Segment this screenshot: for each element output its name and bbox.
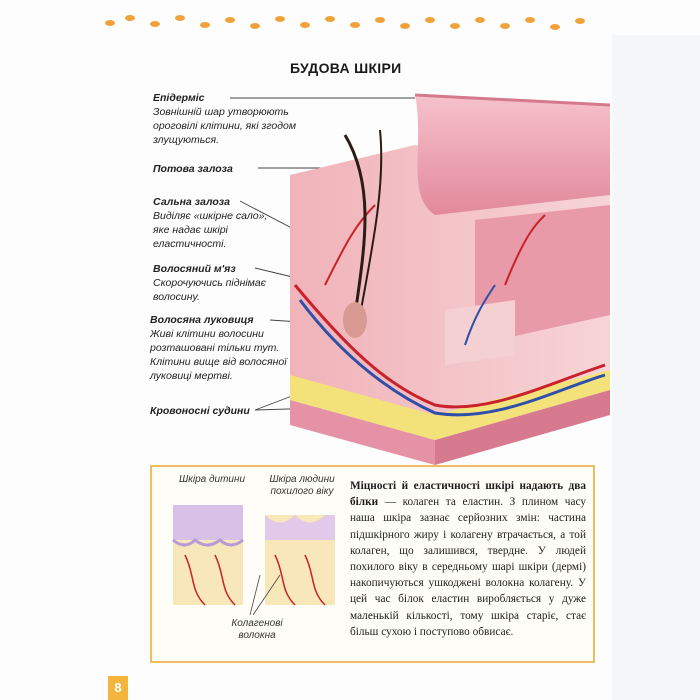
- label-hair-muscle-name: Волосяний м'яз: [153, 263, 236, 275]
- label-hair-bulb-desc: Живі клітини волосини розташовані тільки тут. Клітини вище від волосяної луковиці мертві.: [150, 328, 287, 382]
- skin-cross-section-illustration: [285, 85, 610, 465]
- info-text: [350, 478, 586, 640]
- elder-skin-label: Шкіра людини похилого віку: [269, 474, 335, 497]
- label-epidermis-name: Епідерміс: [153, 92, 205, 104]
- page-title: БУДОВА ШКІРИ: [290, 60, 402, 76]
- info-text-bold: Міцності й еластичності шкірі надають два білки: [350, 480, 586, 509]
- right-page-edge: [612, 35, 700, 700]
- label-hair-muscle: [153, 262, 278, 304]
- child-skin-label: Шкіра дитини: [178, 474, 246, 485]
- label-hair-muscle-desc: Скорочуючись піднімає волосину.: [153, 277, 266, 303]
- info-text-body: — колаген та еластин. З плином часу наша шкіра зазнає серйозних змін: частина підшкірного жиру і колагену втрачається, а той колаген, що залишився, твердне. У людей похилого віку в середньому шарі шкіри (дермі) накопичуються ушкоджені волокна колагену. У цей час білок еластин виробляється у дуже маленькій кількості, тому шкіра старіє, стає більш сухою і поступово обвисає.: [350, 496, 586, 638]
- label-sebaceous-gland: [153, 195, 278, 251]
- label-blood-vessels-name: Кровоносні судини: [150, 405, 250, 417]
- label-epidermis-desc: Зовнішній шар утворюють ороговілі клітини, які згодом злущуються.: [153, 106, 297, 146]
- skin-comparison-illustration: [165, 495, 345, 615]
- collagen-fibers-label: Колагенові волокна: [231, 618, 283, 641]
- label-hair-bulb-name: Волосяна луковиця: [150, 314, 254, 326]
- label-sweat-gland-name: Потова залоза: [153, 163, 233, 175]
- label-sebaceous-gland-name: Сальна залоза: [153, 196, 231, 208]
- label-blood-vessels: [150, 404, 290, 418]
- page-number: 8: [108, 676, 128, 700]
- label-hair-bulb: [150, 313, 290, 383]
- label-sebaceous-gland-desc: Виділяє «шкірне сало», яке надає шкірі еластичності.: [153, 210, 268, 250]
- footprints-decoration: [100, 8, 610, 38]
